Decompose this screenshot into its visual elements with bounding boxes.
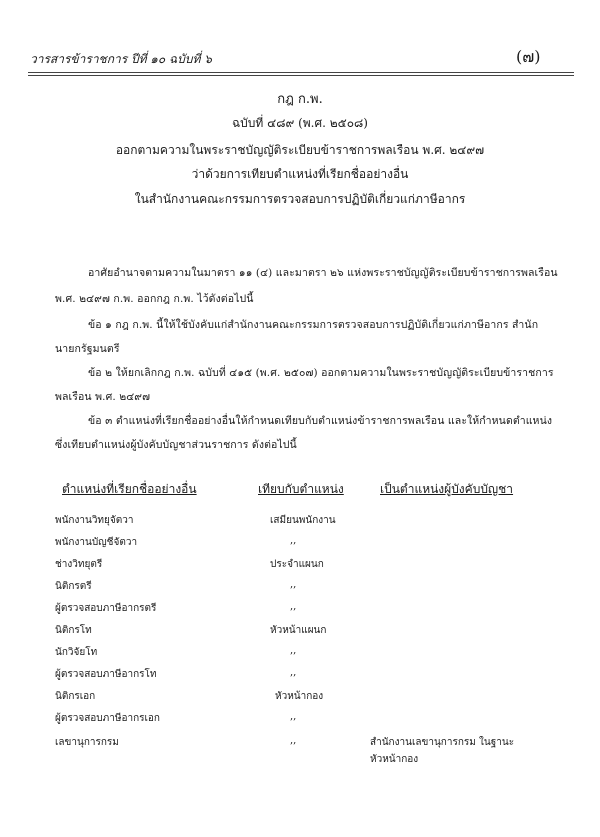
para-clause1-1: ข้อ ๑ กฎ ก.พ. นี้ให้ใช้บังคับแก่สำนักงานคณะกรรมการตรวจสอบการปฏิบัติเกี่ยวแก่ภาษีอากร สำนัก [88,319,539,331]
header-rule-2 [28,75,574,76]
row-name: ผู้ตรวจสอบภาษีอากรเอก [55,713,160,724]
row-name: ช่างวิทยุตรี [55,559,103,570]
doc-number: ฉบับที่ ๔๘๙ (พ.ศ. ๒๕๐๘) [232,116,368,130]
page-number: (๗) [516,47,541,66]
row-name: ผู้ตรวจสอบภาษีอากรตรี [55,603,157,614]
doc-subtitle-1: ออกตามความในพระราชบัญญัติระเบียบข้าราชการพลเรือน พ.ศ. ๒๔๙๗ [115,143,485,157]
row-name: เลขานุการกรม [55,737,119,748]
para-clause2-2: พลเรือน พ.ศ. ๒๔๙๗ [55,391,151,403]
para-clause3-2: ซึ่งเทียบตำแหน่งผู้บังคับบัญชาส่วนราชการ ดังต่อไปนี้ [55,439,297,451]
row-equiv: ,, [290,667,297,678]
para-clause2-1: ข้อ ๒ ให้ยกเลิกกฎ ก.พ. ฉบับที่ ๔๑๕ (พ.ศ. ๒๕๐๗) ออกตามความในพระราชบัญญัติระเบียบข้าราชการ [88,367,554,379]
row-equiv: ,, [290,711,297,722]
row-equiv: ,, [290,579,297,590]
row-equiv: เสมียนพนักงาน [270,515,336,526]
doc-subtitle-2: ว่าด้วยการเทียบตำแหน่งที่เรียกชื่ออย่างอื่น [191,167,409,181]
col-header-supervisor: เป็นตำแหน่งผู้บังคับบัญชา [380,482,514,496]
row-equiv: หัวหน้าแผนก [270,625,327,636]
row-equiv: ,, [290,735,297,746]
row-name: พนักงานวิทยุจัตวา [55,515,134,526]
row-equiv: ,, [290,645,297,656]
row-equiv: ประจำแผนก [270,559,324,570]
row-name: นิติกรโท [55,625,92,636]
para-clause1-2: นายกรัฐมนตรี [55,343,120,355]
row-name: พนักงานบัญชีจัตวา [55,537,138,548]
row-supervisor-cont: หัวหน้ากอง [370,754,419,765]
doc-title: กฎ ก.พ. [277,92,323,107]
doc-subtitle-3: ในสำนักงานคณะกรรมการตรวจสอบการปฏิบัติเกี่ยวแก่ภาษีอากร [134,192,466,206]
para-preamble-2: พ.ศ. ๒๔๙๗ ก.พ. ออกกฎ ก.พ. ไว้ดังต่อไปนี้ [55,293,254,305]
row-equiv: ,, [290,535,297,546]
row-name: ผู้ตรวจสอบภาษีอากรโท [55,669,157,680]
row-equiv: ,, [290,601,297,612]
journal-header: วารสารข้าราชการ ปีที่ ๑๐ ฉบับที่ ๖ [30,52,212,66]
col-header-title: ตำแหน่งที่เรียกชื่ออย่างอื่น [62,482,197,496]
row-equiv: หัวหน้ากอง [275,691,324,702]
row-supervisor: สำนักงานเลขานุการกรม ในฐานะ [370,737,515,748]
row-name: นิติกรเอก [55,691,96,702]
row-name: นิติกรตรี [55,581,92,592]
header-rule [28,72,574,73]
col-header-equiv: เทียบกับตำแหน่ง [258,482,344,496]
para-preamble-1: อาศัยอำนาจตามความในมาตรา ๑๑ (๔) และมาตรา ๒๖ แห่งพระราชบัญญัติระเบียบข้าราชการพลเรือน [88,267,558,279]
para-clause3-1: ข้อ ๓ ตำแหน่งที่เรียกชื่ออย่างอื่นให้กำหนดเทียบกับตำแหน่งข้าราชการพลเรือน และให้กำหนดตำแหน่ง [88,415,553,427]
row-name: นักวิจัยโท [55,647,98,658]
